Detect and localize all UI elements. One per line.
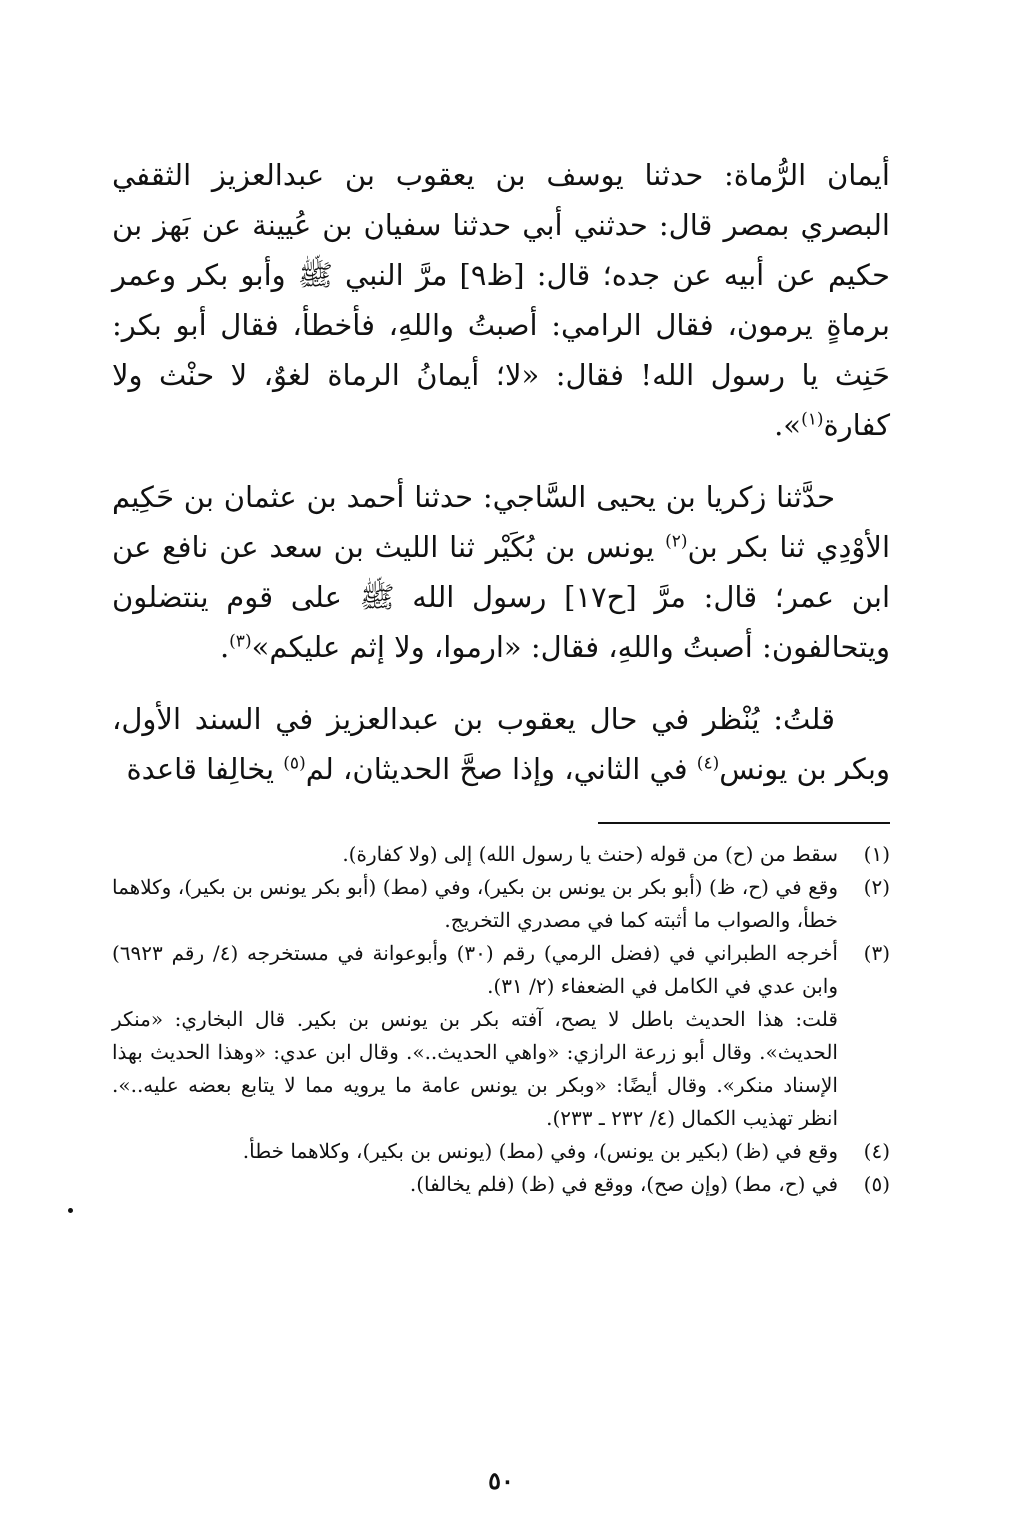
footnote-ref-3: (٣) <box>229 631 252 652</box>
footnote-number: (٥) <box>863 1172 890 1196</box>
paragraph-1-text: أيمان الرُّماة: حدثنا يوسف بن يعقوب بن عبدالعزيز الثقفي البصري بمصر قال: حدثني أبي حدثنا سفيان بن عُيينة عن بَهز بن حكيم عن أبيه عن جده؛ قال: [ظ٩] مرَّ النبي ﷺ وأبو بكر وعمر برماةٍ يرمون، فقال الرامي: أصبتُ واللهِ، فأخطأ، فقال أبو بكر: حَنِث يا رسول الله! فقال: «لا؛ أيمانُ الرماة لغوٌ، لا حنْث ولا كفارة <box>112 158 890 442</box>
footnotes <box>112 838 890 1201</box>
footnote-text: في (ح، مط) (وإن صح)، ووقع في (ظ) (فلم يخالفا). <box>409 1172 838 1196</box>
footnote-ref-2: (٢) <box>665 531 688 552</box>
footnote-number: (٢) <box>863 875 890 899</box>
stray-dot-mark <box>68 1208 73 1213</box>
book-page <box>112 150 891 1495</box>
footnote-text: أخرجه الطبراني في (فضل الرمي) رقم (٣٠) وأبوعوانة في مستخرجه (٤/ رقم ٦٩٢٣) وابن عدي في الكامل في الضعفاء (٢/ ٣١). <box>112 941 838 998</box>
paragraph-3-text-c: يخالِفا قاعدة <box>126 752 284 786</box>
main-text <box>112 150 890 794</box>
paragraph-2 <box>112 472 890 672</box>
footnote-separator <box>598 822 890 824</box>
footnote-5 <box>112 1168 890 1201</box>
footnote-text: وقع في (ظ) (بكير بن يونس)، وفي (مط) (يونس بن بكير)، وكلاهما خطأ. <box>242 1139 838 1163</box>
paragraph-1 <box>112 150 890 450</box>
paragraph-2-text-b: يونس بن بُكَيْر ثنا الليث بن سعد عن نافع عن ابن عمر؛ قال: مرَّ [ح١٧] رسول الله ﷺ على قوم ينتضلون ويتحالفون: أصبتُ واللهِ، فقال: «ارموا، ولا إثم عليكم» <box>112 530 890 664</box>
footnote-number: (٤) <box>863 1139 890 1163</box>
footnote-2 <box>112 871 890 937</box>
footnote-3-comment <box>112 1003 890 1135</box>
paragraph-3 <box>112 694 890 794</box>
page-number: ٥٠ <box>488 1466 514 1495</box>
footnote-ref-4: (٤) <box>696 753 720 774</box>
footnote-number: (١) <box>863 842 890 866</box>
paragraph-2-end: . <box>219 630 230 664</box>
footnote-number: (٣) <box>863 941 890 965</box>
footnote-1 <box>112 838 890 871</box>
paragraph-1-end: ». <box>774 408 802 442</box>
paragraph-3-text-a: قلتُ: يُنْظر في حال يعقوب بن عبدالعزيز في السند الأول، وبكر بن يونس <box>112 702 890 786</box>
footnote-comment-text: قلت: هذا الحديث باطل لا يصح، آفته بكر بن يونس بن بكير. قال البخاري: «منكر الحديث». وقال أبو زرعة الرازي: «واهي الحديث..». وقال ابن عدي: «وهذا الحديث بهذا الإسناد منكر». وقال أيضًا: «وبكر بن يونس عامة ما يرويه مما لا يتابع بعضه عليه..». انظر تهذيب الكمال (٤/ ٢٣٢ ـ ٢٣٣). <box>112 1007 838 1130</box>
footnote-ref-5: (٥) <box>283 753 306 774</box>
paragraph-3-text-b: في الثاني، وإذا صحَّ الحديثان، لم <box>305 752 697 786</box>
paragraph-2-text-a: حدَّثنا زكريا بن يحيى السَّاجي: حدثنا أحمد بن عثمان بن حَكِيم الأوْدِي ثنا بكر بن <box>112 480 891 564</box>
footnote-text: وقع في (ح، ظ) (أبو بكر بن يونس بن بكير)، وفي (مط) (أبو بكر يونس بن بكير)، وكلاهما خطأ، والصواب ما أثبته كما في مصدري التخريج. <box>112 875 838 932</box>
footnote-ref-1: (١) <box>801 409 824 430</box>
footnote-3 <box>112 937 890 1003</box>
footnote-text: سقط من (ح) من قوله (حنث يا رسول الله) إلى (ولا كفارة). <box>342 842 838 866</box>
footnote-4 <box>112 1135 890 1168</box>
